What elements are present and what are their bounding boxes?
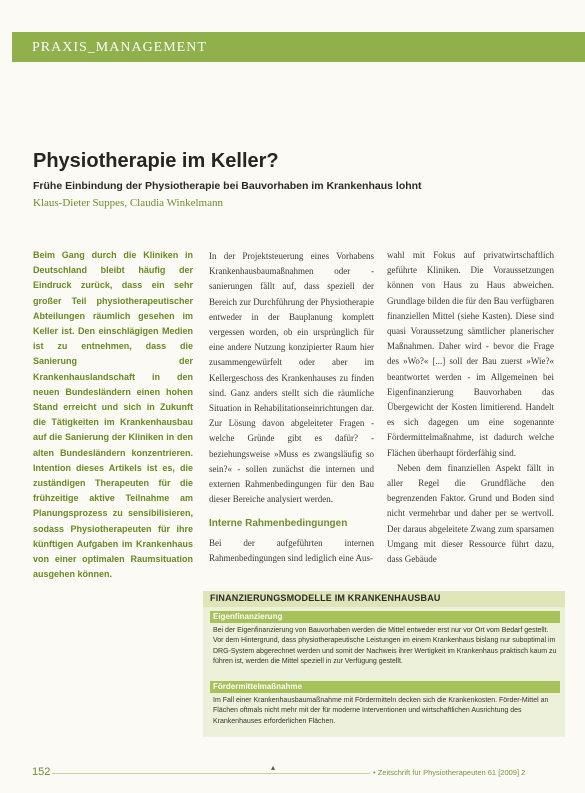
- body-column-right: [387, 248, 554, 567]
- right-text-paragraph-2: Neben dem finanziellen Aspekt fällt in aller Regel die Grundfläche den begrenzenden Faktor. Grund und Boden sind nicht vermehrbar und daher per se wertvoll. Der daraus abgeleitete Zwang zum sparsamen Umgang mit dieser Ressource führt dazu, dass Gebäude: [387, 462, 554, 565]
- text-foerdermittel: Im Fall einer Krankenhausbaumaßnahme mit Fördermitteln decken sich die Krankenkosten. Förder-Mittel an Flächen oftmals nicht mehr mit der für moderne Interventionen und wirtschaftlichen Ausrichtung des Krankenhauses erforderlichen Flächen.: [213, 697, 549, 725]
- body-column-middle: [209, 249, 374, 507]
- text-eigenfinanzierung: Bei der Eigenfinanzierung von Bauvorhaben werden die Mittel entweder erst nur vor Ort vom Bedarf gestellt. Vor dem Hintergrund, dass physiotherapeutische Leistungen im einem Krankenhaus bislang nur suboptimal im DRG-System abgerechnet werden und somit der Nachweis ihrer Wertigkeit im Krankenhaus praktisch kaum zu führen ist, werden die Mittel speziell in zur Verfügung gestellt.: [213, 627, 557, 665]
- footer-rule: [52, 773, 370, 774]
- right-text: wahl mit Fokus auf privatwirtschaftlich geführte Kliniken. Die Voraussetzungen können von Haus zu Haus abweichen. Grundlage bilden die für den Bau verfügbaren finanziellen Mittel (siehe Kasten). Diese sind quasi Voraussetzung sämtlicher planerischer Maßnahmen. Daher wird - bevor die Frage des »Wo?« [...] soll der Bau zuerst »Wie?« beantwortet werden - im Allgemeinen bei Eigenfinanzierung Bauvorhaben das Übergewicht der Kosten limitierend. Handelt es sich dagegen um eine sogenannte Fördermittelmaßnahme, ist dadurch welche Flächen überhaupt förderfähig sind.: [387, 250, 554, 458]
- section-label: PRAXIS_MANAGEMENT: [32, 40, 207, 55]
- article-authors: Klaus-Dieter Suppes, Claudia Winkelmann: [33, 197, 223, 209]
- footer-publication: • Zeitschrift für Physiotherapeuten 61 [2009] 2: [373, 768, 526, 777]
- info-box-title: FINANZIERUNGSMODELLE IM KRANKENHAUSBAU: [210, 593, 441, 603]
- info-box: [203, 591, 565, 737]
- page-number: 152: [32, 766, 51, 778]
- print-mark-icon: ▴: [271, 763, 276, 772]
- subheading-interne-rahmenbedingungen: Interne Rahmenbedingungen: [209, 518, 348, 529]
- label-eigenfinanzierung: Eigenfinanzierung: [213, 612, 283, 621]
- article-title: Physiotherapie im Keller?: [33, 150, 279, 172]
- body-column-middle-continued: [209, 536, 374, 566]
- middle-after-text: Bei der aufgeführten internen Rahmenbedingungen sind lediglich eine Aus-: [209, 538, 374, 564]
- middle-text: In der Projektsteuerung eines Vorhabens Krankenhausbaumaßnahmen oder -sanierungen fällt auf, dass speziell der Bereich zur Durchführung der Physiotherapie entweder in der Bauplanung komplett vergessen worden, ob ein ursprünglich für eine andere Nutzung konzipierter Raum hier zusammengewürfelt oder aber im Kellergeschoss des Krankenhauses zu finden sind. Ganz anders stellt sich die räumliche Situation in Rehabilitationseinrichtungen dar. Zur Lösung davon abgeleiteter Fragen - welche Gründe gibt es dafür? - beziehungsweise »Muss es zwangsläufig so sein?« - sollen zunächst die internen und externen Rahmenbedingungen für den Bau dieser Bereiche analysiert werden.: [209, 251, 374, 505]
- article-subtitle: Frühe Einbindung der Physiotherapie bei Bauvorhaben im Krankenhaus lohnt: [33, 180, 422, 192]
- lead-paragraph: [33, 248, 193, 582]
- lead-text: Beim Gang durch die Kliniken in Deutschland bleibt häufig der Eindruck zurück, dass ein sehr großer Teil physiotherapeutischer Abteilungen räumlich gesehen im Keller ist. Den einschlägigen Medien ist zu entnehmen, dass die Sanierung der Krankenhauslandschaft in den neuen Bundesländern einen hohen Stand erreicht und sich in Zukunft die Tätigkeiten im Krankenhausbau auf die Sanierung der Kliniken in den alten Bundesländern konzentrieren. Intention dieses Artikels ist es, die zuständigen Therapeuten für die frühzeitige aktive Teilnahme am Planungsprozess zu sensibilisieren, sodass Physiotherapeuten für ihre künftigen Aufgaben im Krankenhaus von einer optimalen Raumsituation ausgehen können.: [33, 250, 193, 580]
- label-foerdermittel: Fördermittelmaßnahme: [213, 682, 302, 691]
